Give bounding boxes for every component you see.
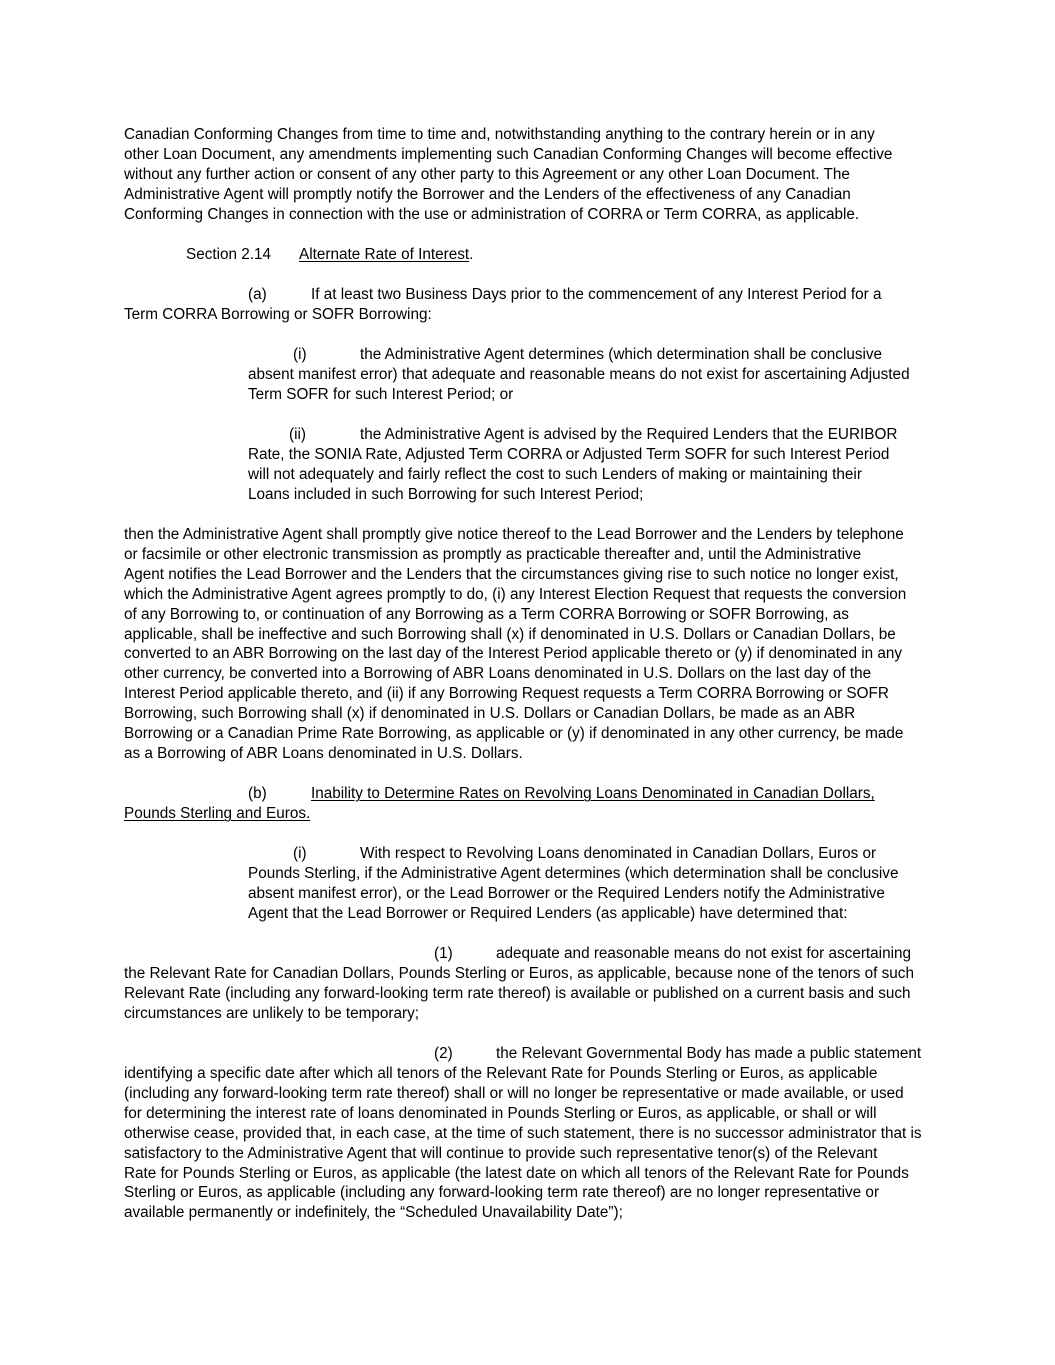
clause-line: absent manifest error), or the Lead Borrower or the Required Lenders notify the Administrative	[248, 884, 885, 902]
clause-text: the Administrative Agent determines (which determination shall be conclusive	[360, 346, 883, 363]
paragraph-a-continuation	[124, 305, 432, 325]
then-line: applicable, shall be ineffective and such Borrowing shall (x) if denominated in U.S. Dollars or Canadian Dollars, be	[124, 625, 896, 643]
then-paragraph	[124, 525, 906, 764]
clause-label: (i)	[293, 346, 307, 363]
item-2-first-line	[434, 1044, 921, 1064]
item-line: (including any forward-looking term rate thereof) shall or will no longer be representative or made available, or used	[124, 1084, 904, 1102]
item-line: satisfactory to the Administrative Agent that will continue to provide such representative tenor(s) of the Relevant	[124, 1144, 878, 1162]
then-line: other currency, be converted into a Borrowing of ABR Loans denominated in U.S. Dollars on the last day of the	[124, 665, 872, 683]
paragraph-text: If at least two Business Days prior to the commencement of any Interest Period for a	[311, 286, 882, 303]
paragraph-b-heading: Inability to Determine Rates on Revolving Loans Denominated in Canadian Dollars,	[311, 785, 875, 802]
then-line: or facsimile or other electronic transmission as promptly as practicable thereafter and, until the Administrative	[124, 545, 862, 563]
then-line: Borrowing or a Canadian Prime Rate Borrowing, as applicable or (y) if denominated in any other currency, be made	[124, 725, 904, 743]
intro-line: Administrative Agent will promptly notify the Borrower and the Lenders of the effectiveness of any Canadian	[124, 185, 851, 203]
clause-line: Loans included in such Borrowing for such Interest Period;	[248, 485, 644, 503]
clause-b-i-continuation	[248, 864, 898, 924]
then-line: then the Administrative Agent shall promptly give notice thereof to the Lead Borrower and the Lenders by telephone	[124, 526, 904, 543]
item-line: circumstances are unlikely to be temporary;	[124, 1004, 420, 1022]
item-line: Sterling or Euros, as applicable (including any forward-looking term rate thereof) are no longer representative or	[124, 1184, 880, 1202]
clause-b-i-first-line	[293, 844, 876, 864]
clause-line: Pounds Sterling, if the Administrative Agent determines (which determination shall be conclusive	[248, 865, 899, 882]
item-text: the Relevant Governmental Body has made a public statement	[496, 1045, 922, 1062]
section-heading	[186, 245, 473, 265]
section-title-suffix: .	[469, 246, 474, 263]
paragraph-label: (b)	[248, 785, 267, 802]
item-line: available permanently or indefinitely, the “Scheduled Unavailability Date”);	[124, 1204, 623, 1222]
clause-line: absent manifest error) that adequate and reasonable means do not exist for ascertaining Adjusted	[248, 366, 910, 383]
then-line: which the Administrative Agent agrees promptly to do, (i) any Interest Election Request that requests the conversion	[124, 585, 907, 603]
paragraph-label: (a)	[248, 286, 267, 303]
paragraph-b-continuation	[124, 804, 310, 824]
item-line: identifying a specific date after which all tenors of the Relevant Rate for Pounds Sterling or Euros, as applicable	[124, 1065, 878, 1082]
then-line: converted to an ABR Borrowing on the last day of the Interest Period applicable thereto or (y) if denominated in any	[124, 645, 903, 663]
clause-line: Rate, the SONIA Rate, Adjusted Term CORRA or Adjusted Term SOFR for such Interest Period	[248, 446, 890, 463]
item-line: the Relevant Rate for Canadian Dollars, Pounds Sterling or Euros, as applicable, because none of the tenors of such	[124, 965, 914, 982]
clause-label: (i)	[293, 845, 307, 862]
intro-line: Canadian Conforming Changes from time to time and, notwithstanding anything to the contrary herein or in any	[124, 126, 875, 143]
clause-a-i-first-line	[293, 345, 882, 365]
intro-line: other Loan Document, any amendments implementing such Canadian Conforming Changes will become effective	[124, 145, 893, 163]
section-number: Section 2.14	[186, 246, 272, 263]
item-line: Rate for Pounds Sterling or Euros, as applicable (the latest date on which all tenors of the Relevant Rate for Pounds	[124, 1164, 909, 1182]
clause-a-ii-continuation	[248, 445, 889, 505]
clause-line: will not adequately and fairly reflect the cost to such Lenders of making or maintaining their	[248, 465, 862, 483]
intro-line: without any further action or consent of any other party to this Agreement or any other Loan Document. The	[124, 165, 850, 183]
intro-paragraph	[124, 125, 892, 225]
item-2-continuation	[124, 1064, 922, 1223]
clause-a-ii-first-line	[289, 425, 897, 445]
clause-text: the Administrative Agent is advised by the Required Lenders that the EURIBOR	[360, 426, 898, 443]
then-line: Interest Period applicable thereto, and (ii) if any Borrowing Request requests a Term CORRA Borrowing or SOFR	[124, 685, 889, 703]
then-line: of any Borrowing to, or continuation of any Borrowing as a Term CORRA Borrowing or SOFR Borrowing, as	[124, 605, 849, 623]
clause-line: Agent that the Lead Borrower or Required Lenders (as applicable) have determined that:	[248, 904, 848, 922]
item-1-first-line	[434, 944, 911, 964]
then-line: Borrowing, such Borrowing shall (x) if denominated in U.S. Dollars or Canadian Dollars, be made as an ABR	[124, 705, 856, 723]
item-label: (2)	[434, 1045, 453, 1062]
then-line: as a Borrowing of ABR Loans denominated in U.S. Dollars.	[124, 744, 523, 762]
section-title: Alternate Rate of Interest	[299, 246, 470, 263]
paragraph-line: Term CORRA Borrowing or SOFR Borrowing:	[124, 306, 432, 323]
paragraph-b-heading-cont: Pounds Sterling and Euros.	[124, 805, 311, 822]
then-line: Agent notifies the Lead Borrower and the Lenders that the circumstances giving rise to such notice no longer exist,	[124, 565, 899, 583]
item-line: for determining the interest rate of loans denominated in Pounds Sterling or Euros, as applicable, or shall or will	[124, 1104, 877, 1122]
intro-line: Conforming Changes in connection with the use or administration of CORRA or Term CORRA, as applicable.	[124, 205, 860, 223]
item-line: otherwise cease, provided that, in each case, at the time of such statement, there is no successor administrator that is	[124, 1124, 922, 1142]
paragraph-b-first-line	[248, 784, 875, 804]
clause-text: With respect to Revolving Loans denominated in Canadian Dollars, Euros or	[360, 845, 877, 862]
item-1-continuation	[124, 964, 914, 1024]
clause-a-i-continuation	[248, 365, 910, 405]
item-text: adequate and reasonable means do not exist for ascertaining	[496, 945, 911, 962]
item-line: Relevant Rate (including any forward-looking term rate thereof) is available or published on a current basis and such	[124, 984, 911, 1002]
paragraph-a-first-line	[248, 285, 882, 305]
item-label: (1)	[434, 945, 453, 962]
clause-line: Term SOFR for such Interest Period; or	[248, 385, 514, 403]
clause-label: (ii)	[289, 426, 306, 443]
